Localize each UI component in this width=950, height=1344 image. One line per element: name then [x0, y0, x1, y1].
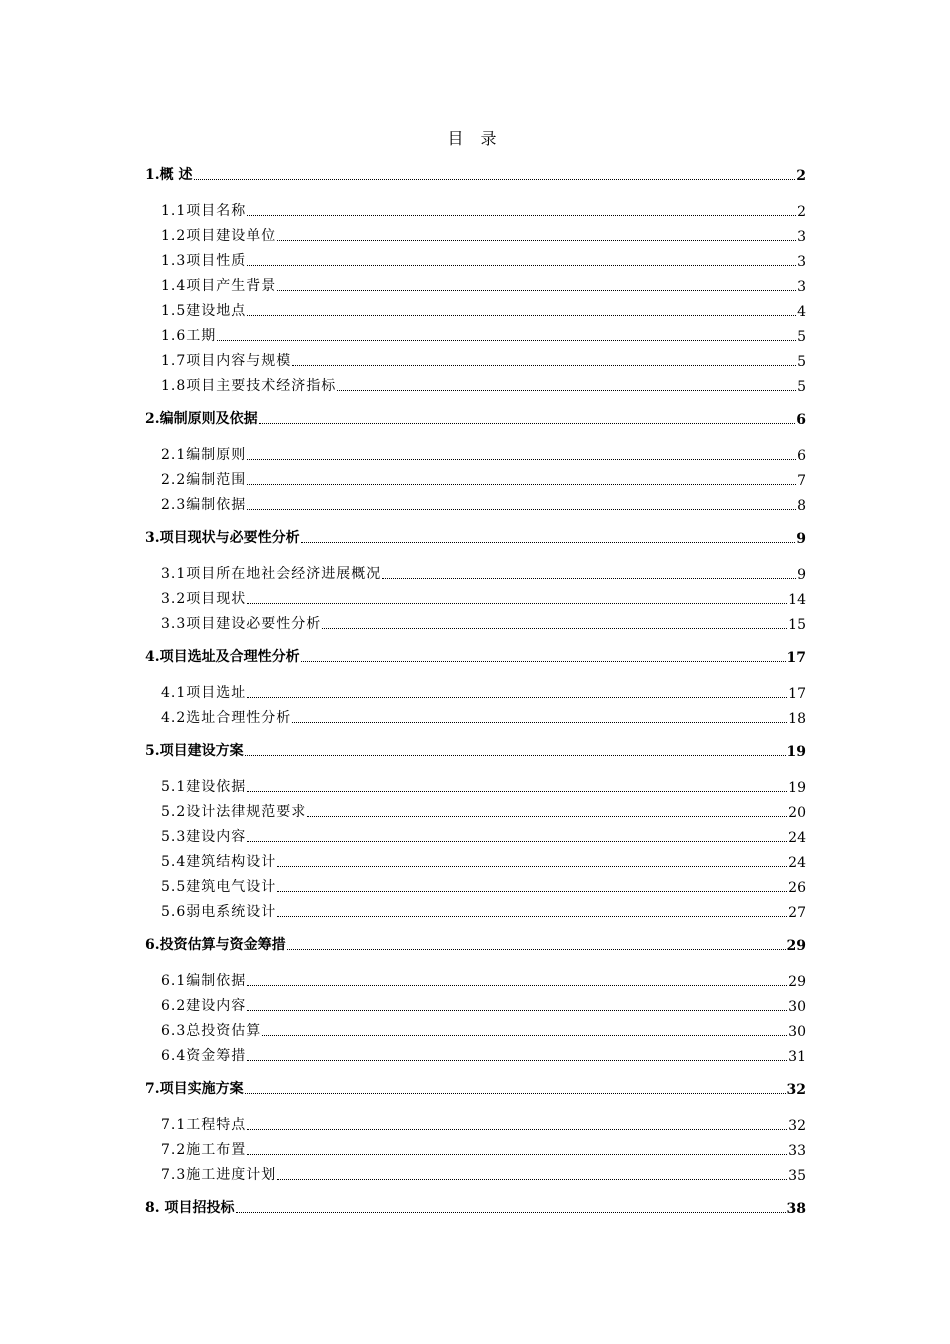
toc-entry-label: 5.3建设内容 — [161, 829, 247, 845]
toc-chapter-6[interactable] — [145, 930, 806, 954]
toc-entry-page-number: 31 — [788, 1049, 806, 1065]
toc-entry-label: 1.6工期 — [161, 328, 217, 344]
dot-leader — [247, 214, 796, 216]
toc-entry-label: 2.2编制范围 — [161, 472, 247, 488]
dot-leader — [287, 948, 786, 950]
toc-entry-page-number: 3 — [797, 279, 806, 295]
dot-leader — [247, 1128, 787, 1130]
toc-entry-label: 1.7项目内容与规模 — [161, 353, 292, 369]
toc-section-5-2[interactable] — [145, 796, 806, 821]
toc-section-6-1[interactable] — [145, 965, 806, 990]
toc-entry-page-number: 9 — [796, 531, 806, 547]
toc-entry-page-number: 18 — [788, 711, 806, 727]
toc-entry-page-number: 4 — [797, 304, 806, 320]
toc-entry-page-number: 5 — [797, 379, 806, 395]
toc-entry-page-number: 27 — [788, 905, 806, 921]
toc-entry-label: 8. 项目招投标 — [145, 1200, 235, 1216]
toc-entry-page-number: 6 — [796, 412, 806, 428]
toc-entry-label: 1.3项目性质 — [161, 253, 247, 269]
toc-entry-label: 2.编制原则及依据 — [145, 411, 258, 427]
dot-leader — [337, 389, 796, 391]
toc-entry-page-number: 32 — [788, 1118, 806, 1134]
toc-section-1-8[interactable] — [145, 370, 806, 395]
dot-leader — [245, 754, 786, 756]
toc-section-4-2[interactable] — [145, 702, 806, 727]
toc-entry-page-number: 29 — [788, 974, 806, 990]
toc-title: 目 录 — [447, 129, 503, 148]
toc-section-1-2[interactable] — [145, 220, 806, 245]
dot-leader — [247, 458, 796, 460]
toc-section-1-1[interactable] — [145, 195, 806, 220]
toc-entry-label: 4.项目选址及合理性分析 — [145, 649, 300, 665]
toc-entry-page-number: 3 — [797, 254, 806, 270]
dot-leader — [292, 364, 796, 366]
toc-section-5-5[interactable] — [145, 871, 806, 896]
dot-leader — [262, 1034, 787, 1036]
dot-leader — [322, 627, 787, 629]
toc-section-5-3[interactable] — [145, 821, 806, 846]
toc-entry-label: 1.4项目产生背景 — [161, 278, 277, 294]
toc-entry-label: 7.3施工进度计划 — [161, 1167, 277, 1183]
toc-entry-page-number: 2 — [797, 204, 806, 220]
dot-leader — [382, 577, 796, 579]
toc-entry-label: 7.2施工布置 — [161, 1142, 247, 1158]
toc-chapter-5[interactable] — [145, 736, 806, 760]
toc-entry-label: 1.概 述 — [145, 167, 193, 183]
toc-chapter-1[interactable] — [145, 160, 806, 184]
toc-entry-page-number: 2 — [796, 168, 806, 184]
toc-entry-page-number: 7 — [797, 473, 806, 489]
toc-entry-label: 4.2选址合理性分析 — [161, 710, 292, 726]
toc-entry-page-number: 17 — [786, 650, 806, 666]
toc-entry-label: 6.3总投资估算 — [161, 1023, 262, 1039]
toc-entry-page-number: 33 — [788, 1143, 806, 1159]
toc-entry-page-number: 14 — [788, 592, 806, 608]
toc-entry-page-number: 19 — [786, 744, 806, 760]
dot-leader — [301, 541, 796, 543]
toc-entry-page-number: 3 — [797, 229, 806, 245]
toc-section-5-1[interactable] — [145, 771, 806, 796]
toc-entry-label: 5.项目建设方案 — [145, 743, 244, 759]
toc-entry-label: 5.1建设依据 — [161, 779, 247, 795]
toc-entry-label: 6.投资估算与资金筹措 — [145, 937, 286, 953]
toc-section-6-2[interactable] — [145, 990, 806, 1015]
toc-entry-label: 1.5建设地点 — [161, 303, 247, 319]
dot-leader — [277, 239, 796, 241]
toc-entry-label: 5.6弱电系统设计 — [161, 904, 277, 920]
toc-chapter-7[interactable] — [145, 1074, 806, 1098]
dot-leader — [277, 915, 787, 917]
dot-leader — [194, 178, 796, 180]
dot-leader — [277, 890, 787, 892]
toc-section-3-3[interactable] — [145, 608, 806, 633]
dot-leader — [247, 696, 787, 698]
dot-leader — [277, 1178, 787, 1180]
dot-leader — [236, 1211, 786, 1213]
toc-entry-page-number: 5 — [797, 329, 806, 345]
toc-chapter-2[interactable] — [145, 404, 806, 428]
toc-entry-label: 3.1项目所在地社会经济进展概况 — [161, 566, 382, 582]
dot-leader — [247, 314, 796, 316]
dot-leader — [247, 508, 796, 510]
dot-leader — [217, 339, 796, 341]
dot-leader — [307, 815, 787, 817]
toc-entry-page-number: 32 — [786, 1082, 806, 1098]
toc-entry-page-number: 17 — [788, 686, 806, 702]
toc-entry-page-number: 8 — [797, 498, 806, 514]
dot-leader — [247, 602, 787, 604]
toc-entry-label: 6.2建设内容 — [161, 998, 247, 1014]
dot-leader — [247, 1153, 787, 1155]
toc-entry-label: 5.5建筑电气设计 — [161, 879, 277, 895]
toc-entry-label: 5.4建筑结构设计 — [161, 854, 277, 870]
toc-entry-page-number: 24 — [788, 855, 806, 871]
toc-section-2-2[interactable] — [145, 464, 806, 489]
toc-section-6-4[interactable] — [145, 1040, 806, 1065]
toc-entry-label: 1.1项目名称 — [161, 203, 247, 219]
dot-leader — [247, 790, 787, 792]
toc-entry-label: 1.8项目主要技术经济指标 — [161, 378, 337, 394]
toc-section-1-3[interactable] — [145, 245, 806, 270]
toc-entry-label: 7.项目实施方案 — [145, 1081, 244, 1097]
toc-chapter-4[interactable] — [145, 642, 806, 666]
dot-leader — [301, 660, 786, 662]
dot-leader — [247, 840, 787, 842]
toc-entry-page-number: 29 — [786, 938, 806, 954]
toc-chapter-8[interactable] — [145, 1193, 806, 1217]
dot-leader — [292, 721, 787, 723]
toc-entry-page-number: 9 — [797, 567, 806, 583]
toc-entry-page-number: 26 — [788, 880, 806, 896]
toc-entry-label: 3.项目现状与必要性分析 — [145, 530, 300, 546]
toc-section-3-2[interactable] — [145, 583, 806, 608]
table-of-contents — [145, 160, 806, 1228]
toc-section-4-1[interactable] — [145, 677, 806, 702]
toc-section-1-4[interactable] — [145, 270, 806, 295]
toc-entry-page-number: 35 — [788, 1168, 806, 1184]
dot-leader — [247, 984, 787, 986]
toc-section-2-1[interactable] — [145, 439, 806, 464]
toc-entry-label: 3.2项目现状 — [161, 591, 247, 607]
dot-leader — [277, 865, 787, 867]
toc-entry-label: 6.4资金筹措 — [161, 1048, 247, 1064]
toc-entry-page-number: 38 — [786, 1201, 806, 1217]
toc-entry-page-number: 6 — [797, 448, 806, 464]
toc-section-6-3[interactable] — [145, 1015, 806, 1040]
toc-entry-page-number: 15 — [788, 617, 806, 633]
toc-entry-label: 6.1编制依据 — [161, 973, 247, 989]
toc-entry-page-number: 5 — [797, 354, 806, 370]
toc-section-1-6[interactable] — [145, 320, 806, 345]
dot-leader — [247, 1009, 787, 1011]
toc-section-2-3[interactable] — [145, 489, 806, 514]
toc-entry-page-number: 30 — [788, 999, 806, 1015]
toc-entry-label: 7.1工程特点 — [161, 1117, 247, 1133]
toc-entry-label: 2.1编制原则 — [161, 447, 247, 463]
toc-entry-label: 4.1项目选址 — [161, 685, 247, 701]
toc-section-1-5[interactable] — [145, 295, 806, 320]
dot-leader — [247, 483, 796, 485]
dot-leader — [247, 264, 796, 266]
toc-section-7-1[interactable] — [145, 1109, 806, 1134]
toc-entry-label: 5.2设计法律规范要求 — [161, 804, 307, 820]
toc-section-3-1[interactable] — [145, 558, 806, 583]
toc-entry-page-number: 30 — [788, 1024, 806, 1040]
toc-section-7-3[interactable] — [145, 1159, 806, 1184]
dot-leader — [247, 1059, 787, 1061]
toc-entry-label: 3.3项目建设必要性分析 — [161, 616, 322, 632]
dot-leader — [245, 1092, 786, 1094]
toc-entry-page-number: 24 — [788, 830, 806, 846]
toc-section-5-6[interactable] — [145, 896, 806, 921]
toc-section-1-7[interactable] — [145, 345, 806, 370]
toc-entry-label: 1.2项目建设单位 — [161, 228, 277, 244]
toc-entry-label: 2.3编制依据 — [161, 497, 247, 513]
toc-entry-page-number: 20 — [788, 805, 806, 821]
dot-leader — [259, 422, 796, 424]
toc-section-7-2[interactable] — [145, 1134, 806, 1159]
toc-chapter-3[interactable] — [145, 523, 806, 547]
dot-leader — [277, 289, 796, 291]
toc-entry-page-number: 19 — [788, 780, 806, 796]
toc-section-5-4[interactable] — [145, 846, 806, 871]
